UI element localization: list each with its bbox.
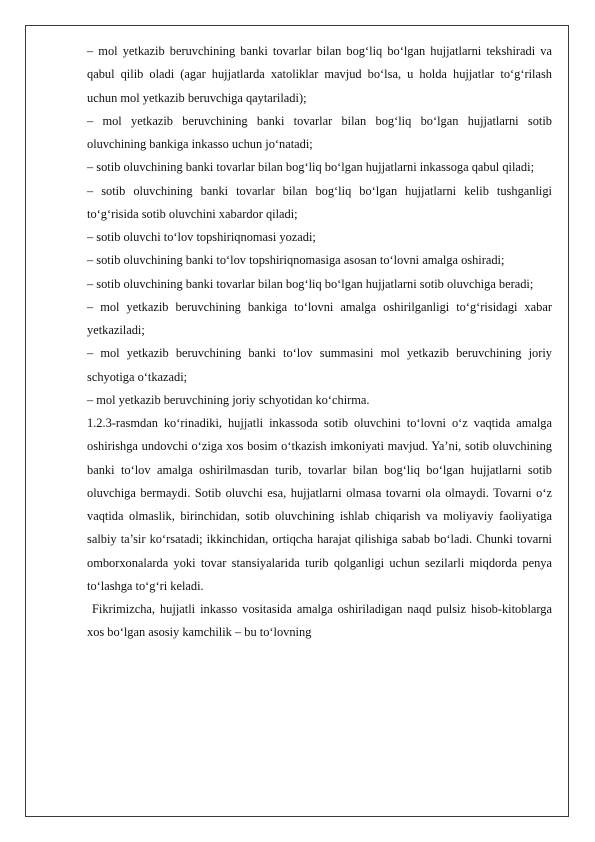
body-paragraph: 1.2.3-rasmdan ko‘rinadiki, hujjatli inkassoda sotib oluvchini to‘lovni o‘z vaqtida amalga oshirishga undovchi o‘ziga xos bosim o‘tkazish imkoniyati mavjud. Ya’ni, sotib oluvchining banki to‘lov amalga oshirilmasdan turib, tovarlar bilan bog‘liq bo‘lgan hujjatlarni sotib oluvchiga bermaydi. Sotib oluvchi esa, hujjatlarni olmasa tovarni ola olmaydi. Tovarni o‘z vaqtida olmaslik, birinchidan, sotib oluvchining ishlab chiqarish va moliyaviy faoliyatiga salbiy ta’sir ko‘rsatadi; ikkinchidan, ortiqcha harajat qilishiga sabab bo‘ladi. Chunki tovarni omborxonalarda yoki tovar stansiyalarida turib qolganligi uchun sezilarli miqdorda penya to‘lashga to‘g‘ri keladi.: [87, 416, 552, 593]
list-item: – mol yetkazib beruvchining banki tovarlar bilan bog‘liq bo‘lgan hujjatlarni sotib oluvchining bankiga inkasso uchun jo‘natadi;: [87, 113, 552, 151]
document-body: [87, 40, 556, 645]
list-item: – sotib oluvchi to‘lov topshiriqnomasi yozadi;: [87, 230, 316, 244]
list-item: – sotib oluvchining banki to‘lov topshiriqnomasiga asosan to‘lovni amalga oshiradi;: [87, 253, 505, 268]
list-item: – sotib oluvchining banki tovarlar bilan bog‘liq bo‘lgan hujjatlarni inkassoga qabul qiladi;: [87, 160, 535, 175]
body-paragraph: Fikrimizcha, hujjatli inkasso vositasida amalga oshiriladigan naqd pulsiz hisob-kitoblarga xos bo‘lgan asosiy kamchilik – bu to‘lovning: [87, 602, 556, 640]
list-item: – mol yetkazib beruvchining banki to‘lov summasini mol yetkazib beruvchining joriy schyotiga o‘tkazadi;: [87, 346, 552, 384]
list-item: – mol yetkazib beruvchining bankiga to‘lovni amalga oshirilganligi to‘g‘risidagi xabar yetkaziladi;: [87, 299, 552, 337]
list-item: – mol yetkazib beruvchining joriy schyotidan ko‘chirma.: [87, 392, 370, 407]
list-item: – mol yetkazib beruvchining banki tovarlar bilan bog‘liq bo‘lgan hujjatlarni tekshiradi va qabul qilib oladi (agar hujjatlarda xatoliklar mavjud bo‘lsa, u holda hujjatlar to‘g‘rilash uchun mol yetkazib beruvchiga qaytariladi);: [87, 44, 552, 105]
list-item: – sotib oluvchining banki tovarlar bilan bog‘liq bo‘lgan hujjatlarni sotib oluvchiga beradi;: [87, 276, 534, 291]
list-item: – sotib oluvchining banki tovarlar bilan bog‘liq bo‘lgan hujjatlarni kelib tushganligi to‘g‘risida sotib oluvchini xabardor qiladi;: [87, 183, 552, 221]
